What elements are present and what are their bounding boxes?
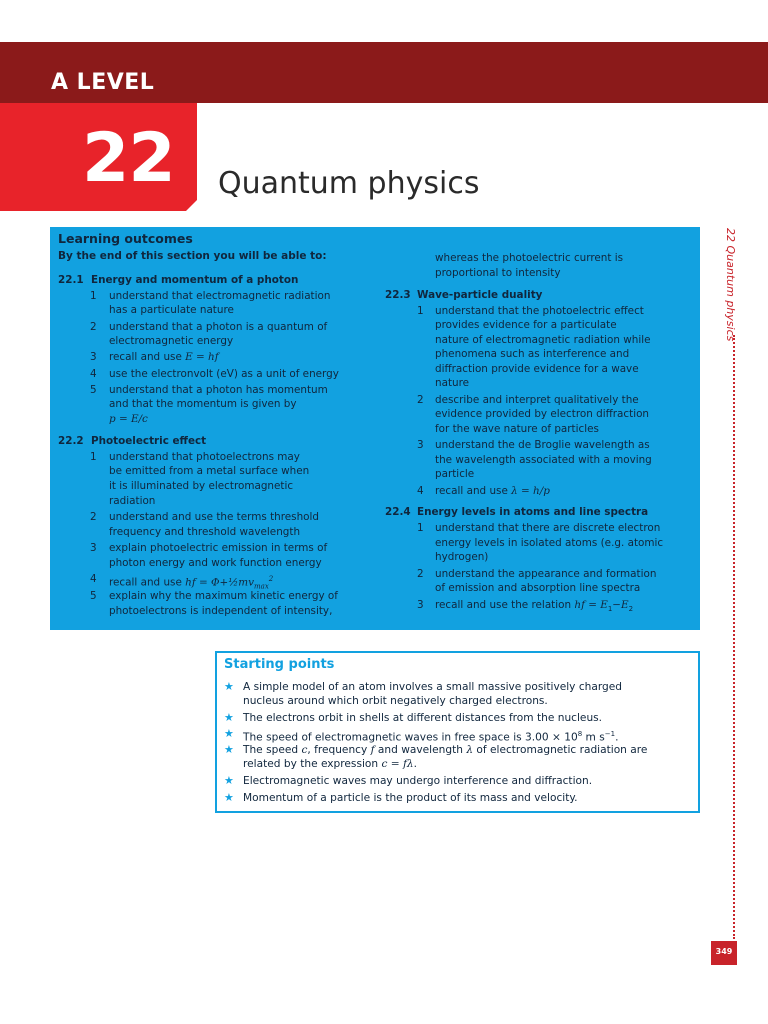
item-number: 3 <box>90 351 97 363</box>
section-22-3-number: 22.3 <box>385 289 411 301</box>
item-number: 5 <box>90 590 97 602</box>
starting-point-text-part: and wavelength <box>374 744 467 756</box>
outcome-text: understand that a photon is a quantum of <box>109 321 328 333</box>
variable: f <box>370 744 375 756</box>
item-number: 2 <box>417 394 424 406</box>
outcome-text: and that the momentum is given by <box>109 398 297 410</box>
superscript: 8 <box>577 730 583 738</box>
outcome-text: particle <box>435 468 475 480</box>
chapter-number: 22 <box>82 119 175 198</box>
formula: λ = h/p <box>511 485 550 497</box>
item-number: 4 <box>90 368 97 380</box>
outcome-text: photoelectrons is independent of intensity, <box>109 605 333 617</box>
starting-points-heading: Starting points <box>224 657 335 672</box>
formula: −E <box>612 599 629 611</box>
outcome-text: of emission and absorption line spectra <box>435 582 641 594</box>
outcome-text: radiation <box>109 495 156 507</box>
formula: E = hf <box>185 351 219 363</box>
starting-point-text <box>243 757 417 771</box>
outcome-text: provides evidence for a particulate <box>435 319 617 331</box>
starting-point-text-part: of electromagnetic radiation are <box>473 744 648 756</box>
star-bullet-icon: ★ <box>224 743 234 756</box>
outcome-text: explain photoelectric emission in terms of <box>109 542 328 554</box>
starting-point-text-part: The speed of electromagnetic waves in free space is 3.00 × 10 <box>243 731 578 744</box>
outcome-text: evidence provided by electron diffraction <box>435 408 650 420</box>
starting-point-text <box>243 727 618 745</box>
outcome-text: nature of electromagnetic radiation while <box>435 334 651 346</box>
starting-point-text: Momentum of a particle is the product of its mass and velocity. <box>243 792 578 804</box>
outcome-text: phenomena such as interference and <box>435 348 630 360</box>
item-number: 4 <box>90 573 97 585</box>
starting-point-text-part: . <box>413 758 418 770</box>
chapter-box-notch <box>186 200 197 211</box>
learning-outcomes-intro: By the end of this section you will be able to: <box>58 250 327 262</box>
item-number: 3 <box>417 439 424 451</box>
starting-point-text-part: . <box>615 731 619 744</box>
learning-outcomes-heading: Learning outcomes <box>58 231 193 246</box>
formula: hf = E <box>574 599 608 611</box>
outcome-text: the wavelength associated with a moving <box>435 454 652 466</box>
formula-subscript: 1 <box>607 605 613 614</box>
side-dotted-rule <box>733 335 735 939</box>
variable: λ <box>466 744 474 756</box>
outcome-text: electromagnetic energy <box>109 335 234 347</box>
outcome-text: frequency and threshold wavelength <box>109 526 301 538</box>
superscript: −1 <box>604 730 616 738</box>
outcome-text: understand that the photoelectric effect <box>435 305 644 317</box>
outcome-text: use the electronvolt (eV) as a unit of energy <box>109 368 339 380</box>
outcome-text: understand that there are discrete electron <box>435 522 661 534</box>
outcome-text <box>435 484 550 498</box>
item-number: 4 <box>417 485 424 497</box>
section-22-1-number: 22.1 <box>58 274 84 286</box>
starting-point-text: The electrons orbit in shells at different distances from the nucleus. <box>243 712 603 724</box>
outcome-text <box>435 598 633 616</box>
outcome-text-part: recall and use <box>435 485 512 497</box>
star-bullet-icon: ★ <box>224 727 234 740</box>
outcome-text: understand that electromagnetic radiation <box>109 290 331 302</box>
star-bullet-icon: ★ <box>224 774 234 787</box>
section-22-4-title: Energy levels in atoms and line spectra <box>417 506 649 518</box>
starting-point-text-part: related by the expression <box>243 758 382 770</box>
starting-point-text: A simple model of an atom involves a small massive positively charged <box>243 681 622 693</box>
outcome-text: understand that photoelectrons may <box>109 451 300 463</box>
outcome-text: for the wave nature of particles <box>435 423 599 435</box>
variable: c <box>301 744 308 756</box>
outcome-text: explain why the maximum kinetic energy of <box>109 590 338 602</box>
formula-superscript: 2 <box>268 575 274 583</box>
formula-subscript: max <box>254 582 269 591</box>
section-22-2-title: Photoelectric effect <box>91 435 207 447</box>
outcome-text-part: recall and use <box>109 351 186 363</box>
outcome-text: whereas the photoelectric current is <box>435 252 624 264</box>
outcome-text: it is illuminated by electromagnetic <box>109 480 294 492</box>
outcome-text: nature <box>435 377 470 389</box>
starting-point-text: Electromagnetic waves may undergo interference and diffraction. <box>243 775 593 787</box>
formula-subscript: 2 <box>628 605 634 614</box>
outcome-text: has a particulate nature <box>109 304 234 316</box>
formula: c = fλ <box>381 758 414 770</box>
outcome-text: understand the appearance and formation <box>435 568 657 580</box>
item-number: 1 <box>90 290 97 302</box>
outcome-text: photon energy and work function energy <box>109 557 322 569</box>
formula: p = E/c <box>109 413 148 425</box>
section-22-4-number: 22.4 <box>385 506 411 518</box>
starting-point-text <box>243 743 647 757</box>
outcome-text: understand that a photon has momentum <box>109 384 328 396</box>
star-bullet-icon: ★ <box>224 680 234 693</box>
level-label: A LEVEL <box>51 70 155 95</box>
item-number: 2 <box>417 568 424 580</box>
outcome-text: energy levels in isolated atoms (e.g. atomic <box>435 537 664 549</box>
section-22-2-number: 22.2 <box>58 435 84 447</box>
item-number: 3 <box>90 542 97 554</box>
starting-point-text-part: , frequency <box>307 744 371 756</box>
outcome-text: understand and use the terms threshold <box>109 511 319 523</box>
star-bullet-icon: ★ <box>224 711 234 724</box>
outcome-text: describe and interpret qualitatively the <box>435 394 639 406</box>
star-bullet-icon: ★ <box>224 791 234 804</box>
item-number: 1 <box>417 305 424 317</box>
item-number: 5 <box>90 384 97 396</box>
outcome-text: hydrogen) <box>435 551 489 563</box>
outcome-text: diffraction provide evidence for a wave <box>435 363 639 375</box>
outcome-text-part: recall and use <box>109 576 186 589</box>
formula: hf = Φ+½mv <box>185 576 255 589</box>
starting-point-text: nucleus around which orbit negatively charged electrons. <box>243 695 548 707</box>
starting-point-text-part: m s <box>582 731 605 744</box>
outcome-text: understand the de Broglie wavelength as <box>435 439 650 451</box>
starting-point-text-part: The speed <box>243 744 302 756</box>
page-number: 349 <box>715 947 733 956</box>
side-running-title: 22 Quantum physics <box>724 228 737 342</box>
item-number: 2 <box>90 321 97 333</box>
outcome-text <box>109 350 219 364</box>
item-number: 3 <box>417 599 424 611</box>
section-22-3-title: Wave-particle duality <box>417 289 543 301</box>
outcome-text-part: recall and use the relation <box>435 599 575 611</box>
item-number: 1 <box>90 451 97 463</box>
item-number: 1 <box>417 522 424 534</box>
outcome-text: proportional to intensity <box>435 267 561 279</box>
outcome-text: be emitted from a metal surface when <box>109 465 310 477</box>
section-22-1-title: Energy and momentum of a photon <box>91 274 299 286</box>
chapter-title: Quantum physics <box>218 166 480 201</box>
item-number: 2 <box>90 511 97 523</box>
